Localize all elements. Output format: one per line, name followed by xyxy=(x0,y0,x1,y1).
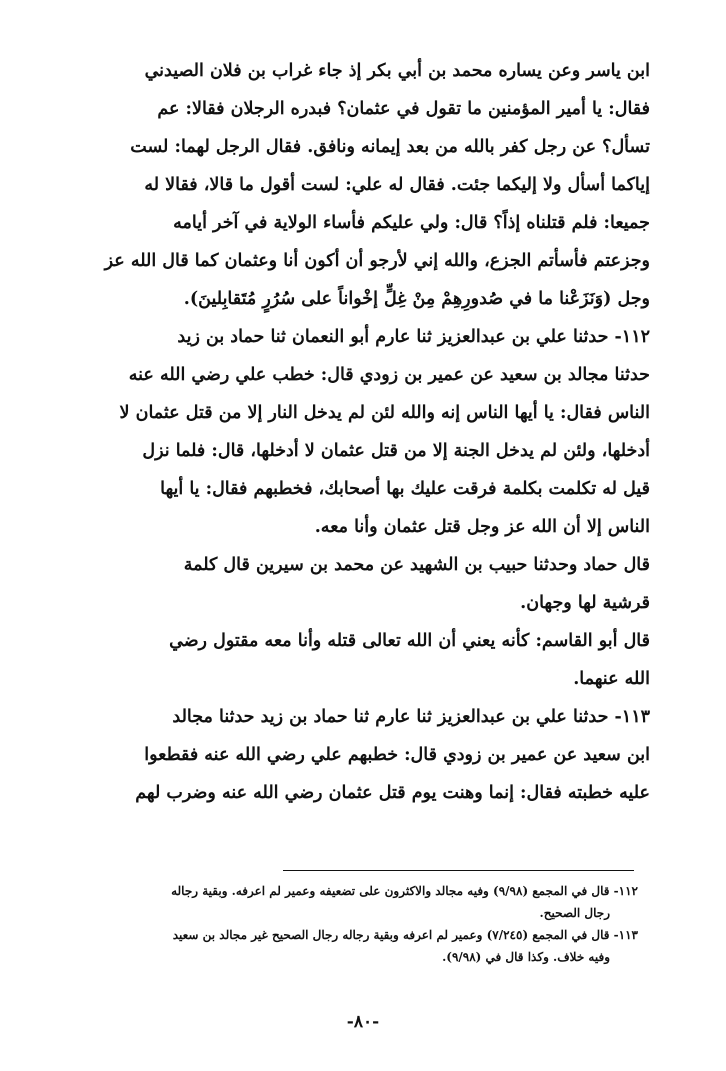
text-line: وجزعتم فأسأتم الجزع، والله إني لأرجو أن أكون أنا وعثمان كما قال الله عز xyxy=(104,251,650,271)
text-line: قال حماد وحدثنا حبيب بن الشهيد عن محمد بن سيرين قال كلمة xyxy=(183,555,650,575)
footnote-112: ١١٢- قال في المجمع (٩/٩٨) وفيه مجالد والاكثرون على تضعيفه وعمير لم اعرفه. وبقية رجاله xyxy=(171,884,638,898)
page-number: -٨٠- xyxy=(346,1012,380,1032)
text-line: ابن ياسر وعن يساره محمد بن أبي بكر إذ جاء غراب بن فلان الصيدني xyxy=(144,61,650,81)
text-line: حدثنا مجالد بن سعيد عن عمير بن زودي قال: خطب علي رضي الله عنه xyxy=(128,365,650,385)
footnote-112-continuation: رجال الصحيح. xyxy=(539,906,610,920)
footnote-113: ١١٣- قال في المجمع (٧/٢٤٥) وعمير لم اعرفه وبقية رجاله رجال الصحيح غير مجالد بن سعيد xyxy=(172,928,638,942)
text-line: أدخلها، ولئن لم يدخل الجنة إلا من قتل عثمان لا أدخلها، قال: فلما نزل xyxy=(142,441,650,461)
text-line: ابن سعيد عن عمير بن زودي قال: خطبهم علي رضي الله عنه فقطعوا xyxy=(144,745,650,765)
text-line: قيل له تكلمت بكلمة فرقت عليك بها أصحابك، فخطبهم فقال: يا أيها xyxy=(160,479,650,499)
footnote-divider xyxy=(283,870,634,871)
text-line: الله عنهما. xyxy=(573,669,650,689)
text-line: الناس إلا أن الله عز وجل قتل عثمان وأنا معه. xyxy=(314,517,650,537)
footnotes-block xyxy=(85,880,638,968)
hadith-112-heading-line: ١١٢- حدثنا علي بن عبدالعزيز ثنا عارم أبو النعمان ثنا حماد بن زيد xyxy=(177,327,650,347)
text-line: عليه خطبته فقال: إنما وهنت يوم قتل عثمان رضي الله عنه وضرب لهم xyxy=(135,783,650,803)
footnote-113-continuation: وفيه خلاف. وكذا قال في (٩/٩٨). xyxy=(442,950,610,964)
text-line: قال أبو القاسم: كأنه يعني أن الله تعالى قتله وأنا معه مقتول رضي xyxy=(169,631,650,651)
text-line: وجل (وَنَزَعْنا ما في صُدورِهِمْ مِنْ غِلٍّ إخْواناً على سُرُرٍ مُتَقابِلينَ). xyxy=(183,289,650,309)
text-line: فقال: يا أمير المؤمنين ما تقول في عثمان؟ فبدره الرجلان فقالا: عم xyxy=(157,99,650,119)
text-line: جميعا: فلم قتلناه إذاً؟ قال: ولي عليكم فأساء الولاية في آخر أيامه xyxy=(173,213,650,233)
text-line: قرشية لها وجهان. xyxy=(520,593,650,613)
text-line: إياكما أسأل ولا إليكما جئت. فقال له علي: لست أقول ما قالا، فقالا له xyxy=(144,175,650,195)
main-text-block xyxy=(72,52,650,812)
hadith-113-heading-line: ١١٣- حدثنا علي بن عبدالعزيز ثنا عارم ثنا حماد بن زيد حدثنا مجالد xyxy=(172,707,650,727)
text-line: الناس فقال: يا أيها الناس إنه والله لئن لم يدخل النار إلا من قتل عثمان لا xyxy=(119,403,650,423)
text-line: تسأل؟ عن رجل كفر بالله من بعد إيمانه ونافق. فقال الرجل لهما: لست xyxy=(130,137,650,157)
